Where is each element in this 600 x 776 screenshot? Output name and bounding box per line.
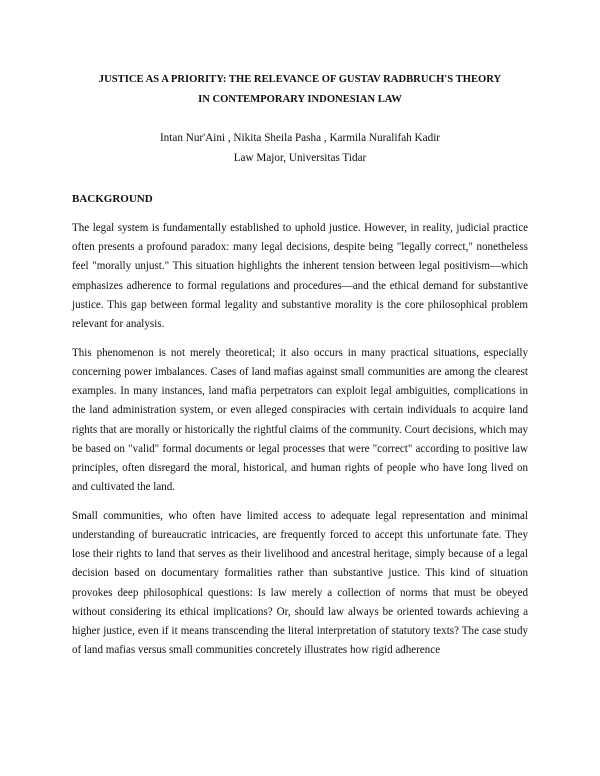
body-paragraph-1: The legal system is fundamentally established to uphold justice. However, in reality, judicial practice often presents a profound paradox: many legal decisions, despite being "legally correct," nonetheless feel "morally unjust." This situation highlights the inherent tension between legal positivism—which emphasizes adherence to formal regulations and procedures—and the ethical demand for substantive justice. This gap between formal legality and substantive morality is the core philosophical problem relevant for analysis. <box>72 222 528 331</box>
section-heading: BACKGROUND <box>72 193 153 205</box>
body-paragraph-3: Small communities, who often have limited access to adequate legal representation and minimal understanding of bureaucratic intricacies, are frequently forced to accept this unfortunate fate. They lose their rights to land that serves as their livelihood and ancestral heritage, simply because of a legal decision based on documentary formalities rather than substantive justice. This kind of situation provokes deep philosophical questions: Is law merely a collection of norms that must be obeyed without considering its ethical implications? Or, should law always be oriented towards achieving a higher justice, even if it means transcending the literal interpretation of statutory texts? The case study of land mafias versus small communities concretely illustrates how rigid adherence <box>72 509 528 657</box>
author-names: Intan Nur'Aini , Nikita Sheila Pasha , Karmila Nuralifah Kadir <box>159 132 441 144</box>
paper-title-line-1: JUSTICE AS A PRIORITY: THE RELEVANCE OF GUSTAV RADBRUCH'S THEORY <box>98 74 502 85</box>
paper-title-line-2: IN CONTEMPORARY INDONESIAN LAW <box>198 94 402 105</box>
body-text <box>72 219 528 670</box>
author-affiliation: Law Major, Universitas Tidar <box>233 152 367 164</box>
paper-title <box>60 70 540 110</box>
author-block <box>60 128 540 168</box>
body-paragraph-2: This phenomenon is not merely theoretical; it also occurs in many practical situations, especially concerning power imbalances. Cases of land mafias against small communities are among the clearest examples. In many instances, land mafia perpetrators can exploit legal ambiguities, complications in the land administration system, or even alleged conspiracies with certain individuals to acquire land rights that are morally or historically the rightful claims of the community. Court decisions, which may be based on "valid" formal documents or legal processes that were "correct" according to positive law principles, often disregard the moral, historical, and human rights of people who have long lived on and cultivated the land. <box>72 346 528 494</box>
